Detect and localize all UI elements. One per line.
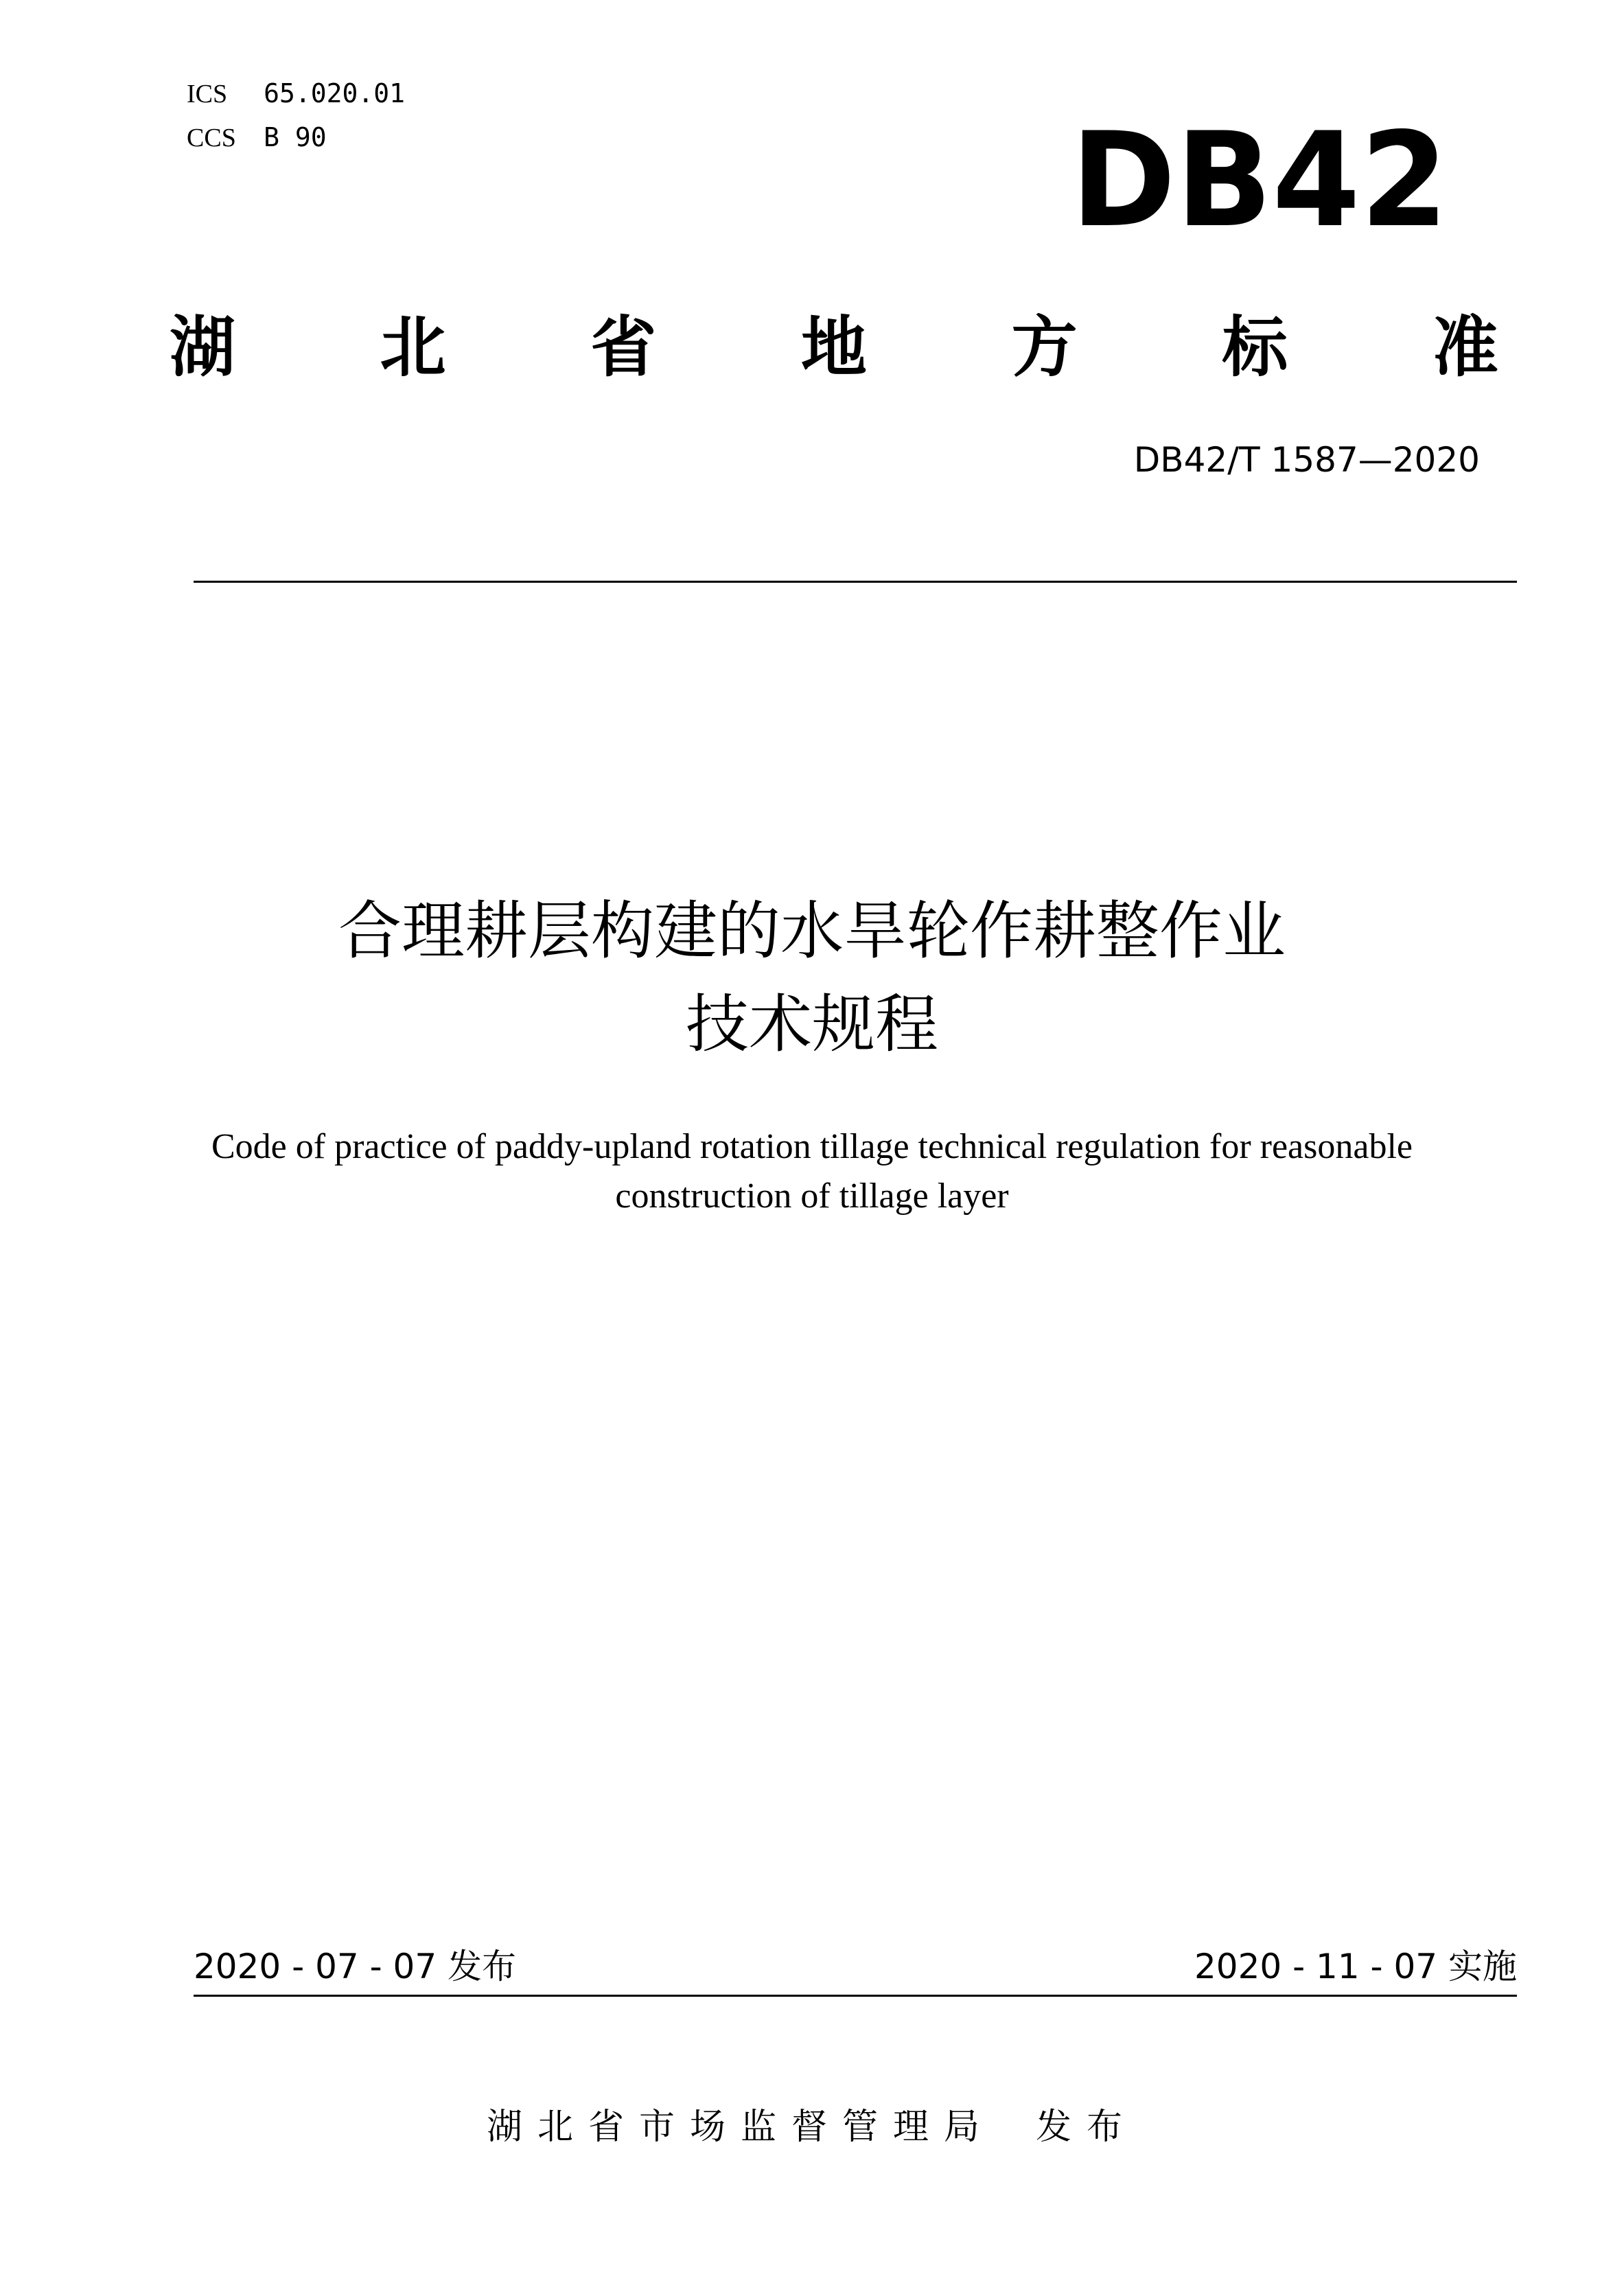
category-char: 方 bbox=[1011, 309, 1078, 386]
standard-category bbox=[165, 306, 1503, 389]
ics-label: ICS bbox=[187, 80, 228, 108]
category-char: 省 bbox=[590, 309, 657, 386]
issuer-line bbox=[0, 2103, 1624, 2151]
issue-date: 2020 - 07 - 07 发布 bbox=[194, 1947, 517, 1986]
category-char: 标 bbox=[1222, 309, 1288, 386]
category-char: 地 bbox=[800, 309, 867, 386]
header-divider bbox=[194, 581, 1517, 583]
implementation-date: 2020 - 11 - 07 实施 bbox=[1194, 1947, 1517, 1986]
ccs-code-row bbox=[187, 121, 327, 154]
db42-logo-text: DB42 bbox=[1071, 115, 1448, 239]
title-cn-line-2: 技术规程 bbox=[685, 988, 938, 1061]
ccs-value: B 90 bbox=[264, 122, 327, 152]
issuer-action: 发布 bbox=[1036, 2107, 1138, 2148]
title-en-line-1: Code of practice of paddy-upland rotation tillage technical regulation for reasonable bbox=[211, 1127, 1413, 1166]
dates-divider bbox=[194, 1995, 1517, 1997]
issuer-organization: 湖北省市场监督管理局 bbox=[486, 2107, 995, 2148]
category-char: 北 bbox=[380, 309, 446, 386]
ccs-label: CCS bbox=[187, 124, 236, 152]
category-char: 准 bbox=[1432, 309, 1498, 386]
standard-number: DB42/T 1587—2020 bbox=[1133, 440, 1480, 480]
db42-logo bbox=[1071, 115, 1455, 239]
title-en-line-2: construction of tillage layer bbox=[615, 1176, 1009, 1216]
ics-value: 65.020.01 bbox=[264, 78, 405, 108]
title-cn-line-1: 合理耕层构建的水旱轮作耕整作业 bbox=[338, 894, 1286, 968]
ics-code-row bbox=[187, 77, 405, 111]
category-char: 湖 bbox=[170, 309, 235, 386]
